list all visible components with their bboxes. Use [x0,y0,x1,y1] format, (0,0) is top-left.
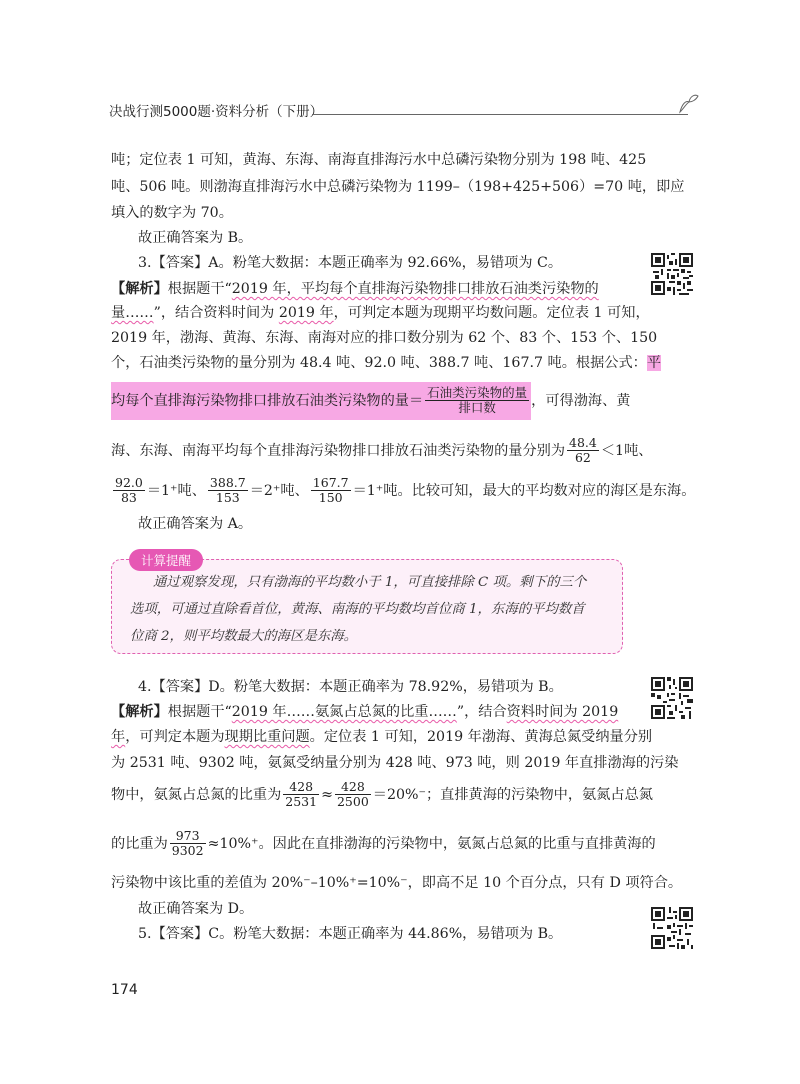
tip-text-line: 位商 2，则平均数最大的海区是东海。 [130,629,358,644]
formula-line: $\frac{92.0}{83}$ ＝1⁺吨、 $\frac{388.7}{153}$ ＝2⁺吨、 $\frac{167.7}{150}$ ＝1⁺吨。比较可知，最大的平均数对应的海区是东海。 [115,475,696,506]
text-line: 为 2531 吨、9302 吨，氨氮受纳量分别为 428 吨、973 吨，则 2019 年直排渤海的污染 [111,755,679,771]
qr-code-icon[interactable] [651,253,693,295]
qr-code-icon[interactable] [651,907,693,949]
formula-line: 物中，氨氮占总氮的比重为 $\frac{428}{2531}$ ≈ $\frac{428}{2500}$ ＝20%⁻；直排黄海的污染物中，氨氮占总氮 [111,779,653,810]
text-line: 污染物中该比重的差值为 20%⁻–10%⁺=10%⁻，即高不足 10 个百分点，只有 D 项符合。 [111,875,683,891]
fraction: $\frac{92.0}{83}$ [115,475,143,506]
conclusion: 故正确答案为 D。 [138,901,254,917]
formula-line: 均每个直排海污染物排口排放石油类污染物的量＝ $\frac{\text{石油类污染物的量}}{\text{排口数}}$ ，可得渤海、黄 [111,382,630,420]
analysis-line: 量……”，结合资料时间为 2019 年，可判定本题为现期平均数问题。定位表 1 可知， [111,305,650,321]
page-number: 174 [111,982,138,998]
fraction: $\frac{\text{石油类污染物的量}}{\text{排口数}}$ [427,385,528,416]
text-line: 吨；定位表 1 可知，黄海、东海、南海直排海污水中总磷污染物分别为 198 吨、425 [111,152,647,168]
fraction: $\frac{428}{2500}$ [336,779,369,810]
calc-tip-label: 计算提醒 [129,549,203,571]
analysis-label: 【解析】 [111,704,168,720]
answer-line-q3: 3.【答案】A。粉笔大数据：本题正确率为 92.66%，易错项为 C。 [138,255,563,271]
conclusion: 故正确答案为 A。 [138,516,253,532]
analysis-line: 【解析】根据题干“2019 年，平均每个直排海污染物排口排放石油类污染物的 [111,281,599,297]
qr-code-icon[interactable] [651,677,693,719]
answer-line-q5: 5.【答案】C。粉笔大数据：本题正确率为 44.86%，易错项为 B。 [138,926,563,942]
leaf-icon [678,92,700,114]
formula-line: 海、东海、南海平均每个直排海污染物排口排放石油类污染物的量分别为 $\frac{48.4}{62}$ ＜1吨、 [111,435,653,466]
analysis-line: 年，可判定本题为现期比重问题。定位表 1 可知，2019 年渤海、黄海总氮受纳量分别 [111,729,653,745]
text-line: 填入的数字为 70。 [111,205,233,221]
text-line: 吨、506 吨。则渤海直排海污水中总磷污染物为 1199–（198+425+506）=70 吨，即应 [111,179,685,195]
text-line: 2019 年，渤海、黄海、东海、南海对应的排口数分别为 62 个、83 个、153 个、150 [111,330,658,346]
fraction: $\frac{388.7}{153}$ [209,475,246,506]
analysis-line: 【解析】根据题干“2019 年……氨氮占总氮的比重……”，结合资料时间为 2019 [111,704,619,720]
fraction: $\frac{428}{2531}$ [285,779,318,810]
analysis-label: 【解析】 [111,281,168,297]
text-line: 个，石油类污染物的量分别为 48.4 吨、92.0 吨、388.7 吨、167.7 吨。根据公式：平 [111,355,662,371]
tip-text-line: 选项，可通过直除看首位，黄海、南海的平均数均首位商 1，东海的平均数首 [130,602,585,617]
fraction: $\frac{48.4}{62}$ [569,435,597,466]
tip-text-line: 通过观察发现，只有渤海的平均数小于 1，可直接排除 C 项。剩下的三个 [153,575,587,590]
conclusion: 故正确答案为 B。 [138,230,253,246]
answer-line-q4: 4.【答案】D。粉笔大数据：本题正确率为 78.92%，易错项为 B。 [138,679,563,695]
formula-line: 的比重为 $\frac{973}{9302}$ ≈10%⁺。因此在直排渤海的污染物中，氨氮占总氮的比重与直排黄海的 [111,828,656,859]
fraction: $\frac{167.7}{150}$ [312,475,349,506]
running-header: 决战行测5000题·资料分析（下册） [109,104,324,120]
header-rule [312,114,688,115]
fraction: $\frac{973}{9302}$ [171,828,204,859]
